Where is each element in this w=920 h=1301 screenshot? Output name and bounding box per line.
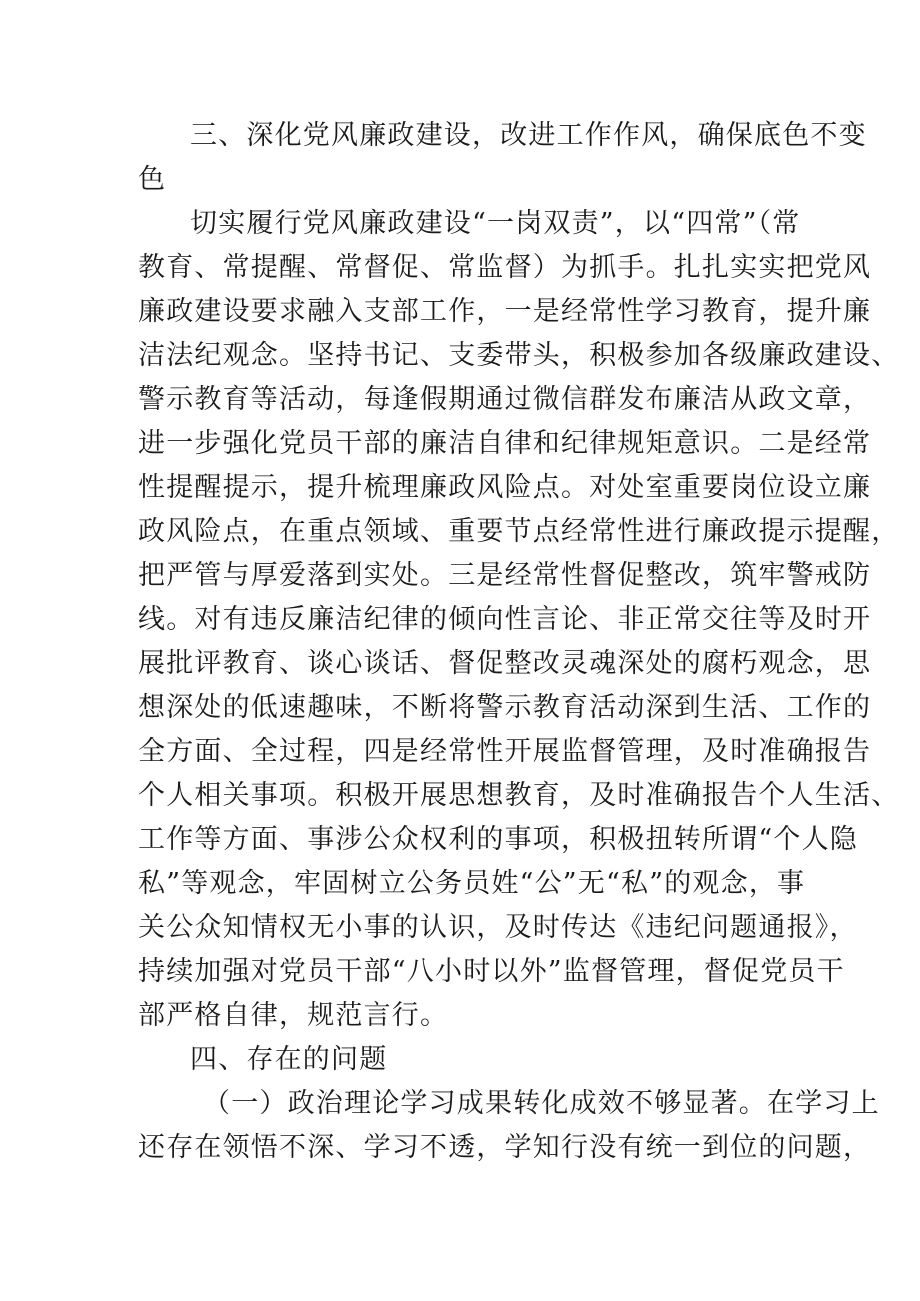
paragraph-line: 进一步强化党员干部的廉洁自律和纪律规矩意识。二是经常	[138, 428, 872, 459]
paragraph-line: 私”等观念，牢固树立公务员姓“公”无“私”的观念，事	[138, 868, 806, 899]
paragraph-line: 切实履行党风廉政建设“一岗双责”，以“四常”（常	[190, 208, 801, 239]
paragraph-line: 工作等方面、事涉公众权利的事项，积极扭转所谓“个人隐	[138, 824, 859, 855]
paragraph-line: 持续加强对党员干部“八小时以外”监督管理，督促党员干	[138, 956, 845, 987]
paragraph-line: 线。对有违反廉洁纪律的倾向性言论、非正常交往等及时开	[138, 604, 872, 635]
paragraph-line: 警示教育等活动，每逢假期通过微信群发布廉洁从政文章，	[138, 384, 872, 415]
section-heading: 三、深化党风廉政建设，改进工作作风，确保底色不变	[190, 120, 867, 151]
paragraph-line: （一）政治理论学习成果转化成效不够显著。在学习上	[203, 1088, 880, 1119]
section-heading-continuation: 色	[138, 164, 167, 195]
paragraph-line: 部严格自律，规范言行。	[138, 1000, 449, 1031]
paragraph-line: 洁法纪观念。坚持书记、支委带头，积极参加各级廉政建设、	[138, 340, 900, 371]
paragraph-line: 全方面、全过程，四是经常性开展监督管理，及时准确报告	[138, 736, 872, 767]
paragraph-line: 性提醒提示，提升梳理廉政风险点。对处室重要岗位设立廉	[138, 472, 872, 503]
paragraph-line: 政风险点，在重点领域、重要节点经常性进行廉政提示提醒，	[138, 516, 900, 547]
paragraph-line: 个人相关事项。积极开展思想教育，及时准确报告个人生活、	[138, 780, 900, 811]
paragraph-line: 还存在领悟不深、学习不透，学知行没有统一到位的问题，	[138, 1132, 872, 1163]
paragraph-line: 廉政建设要求融入支部工作，一是经常性学习教育，提升廉	[138, 296, 872, 327]
section-heading: 四、存在的问题	[190, 1044, 388, 1075]
paragraph-line: 教育、常提醒、常督促、常监督）为抓手。扎扎实实把党风	[138, 252, 872, 283]
paragraph-line: 想深处的低速趣味，不断将警示教育活动深到生活、工作的	[138, 692, 872, 723]
paragraph-line: 展批评教育、谈心谈话、督促整改灵魂深处的腐朽观念，思	[138, 648, 872, 679]
paragraph-line: 关公众知情权无小事的认识，及时传达《违纪问题通报》，	[138, 912, 858, 943]
paragraph-line: 把严管与厚爱落到实处。三是经常性督促整改，筑牢警戒防	[138, 560, 872, 591]
